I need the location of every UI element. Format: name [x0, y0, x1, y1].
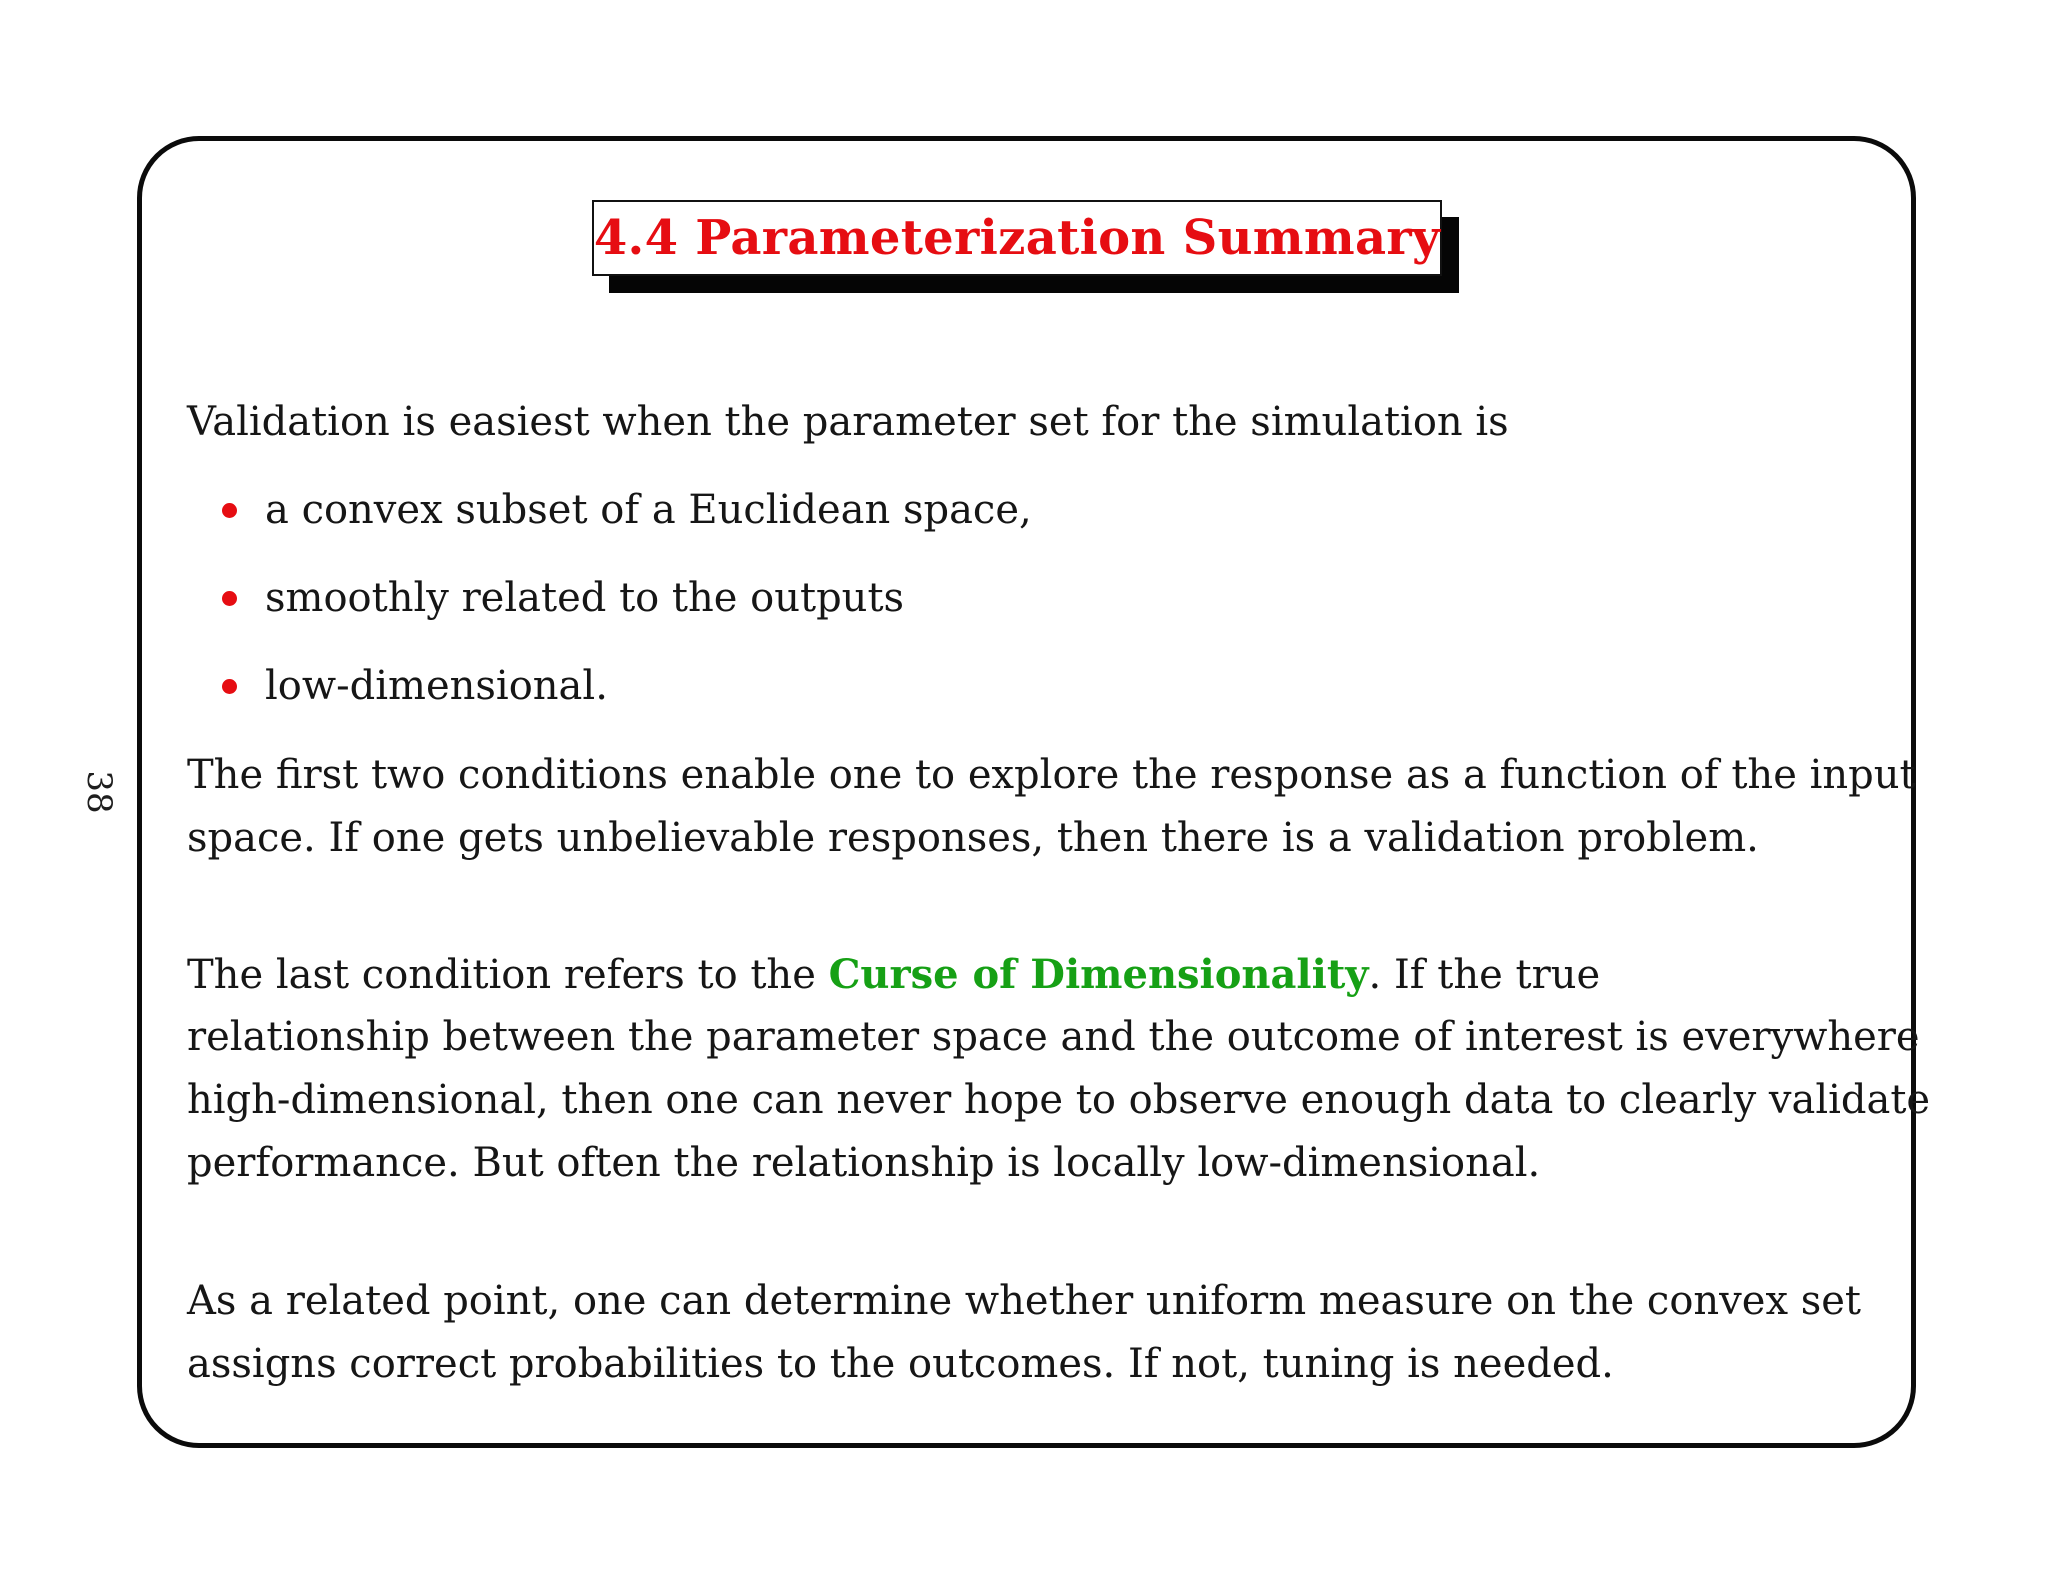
slide-title: 4.4 Parameterization Summary — [593, 210, 1441, 266]
title-box — [592, 200, 1442, 276]
paragraph-line: space. If one gets unbelievable responses, then there is a validation problem. — [187, 815, 1759, 861]
paragraph-line: The first two conditions enable one to explore the response as a function of the input — [187, 752, 1916, 798]
paragraph-line: As a related point, one can determine whether uniform measure on the convex set — [187, 1278, 1861, 1324]
bullet-text: smoothly related to the outputs — [265, 575, 905, 621]
paragraph-line: relationship between the parameter space and the outcome of interest is everywhere — [187, 1014, 1920, 1060]
bullet-dot-icon — [222, 591, 237, 606]
paragraph-line: high-dimensional, then one can never hope to observe enough data to clearly validate — [187, 1077, 1931, 1123]
title-frame — [592, 200, 1442, 276]
text-before-highlight: The last condition refers to the — [187, 952, 829, 998]
paragraph-related-point — [187, 1270, 1861, 1396]
curse-of-dimensionality-term: Curse of Dimensionality — [828, 951, 1369, 998]
text-after-highlight: . If the true — [1368, 952, 1601, 998]
bullet-text: low-dimensional. — [265, 663, 608, 709]
paragraph-conditions — [187, 744, 1916, 870]
paragraph-line: performance. But often the relationship is locally low-dimensional. — [187, 1140, 1541, 1186]
paragraph-curse — [187, 943, 1930, 1195]
paragraph-line: assigns correct probabilities to the outcomes. If not, tuning is needed. — [187, 1341, 1614, 1387]
bullet-text: a convex subset of a Euclidean space, — [265, 487, 1032, 533]
bullet-dot-icon — [222, 503, 237, 518]
page-number: 38 — [79, 770, 119, 814]
bullet-dot-icon — [222, 679, 237, 694]
paragraph-line — [187, 943, 1930, 1006]
intro-text: Validation is easiest when the parameter set for the simulation is — [187, 399, 1509, 445]
